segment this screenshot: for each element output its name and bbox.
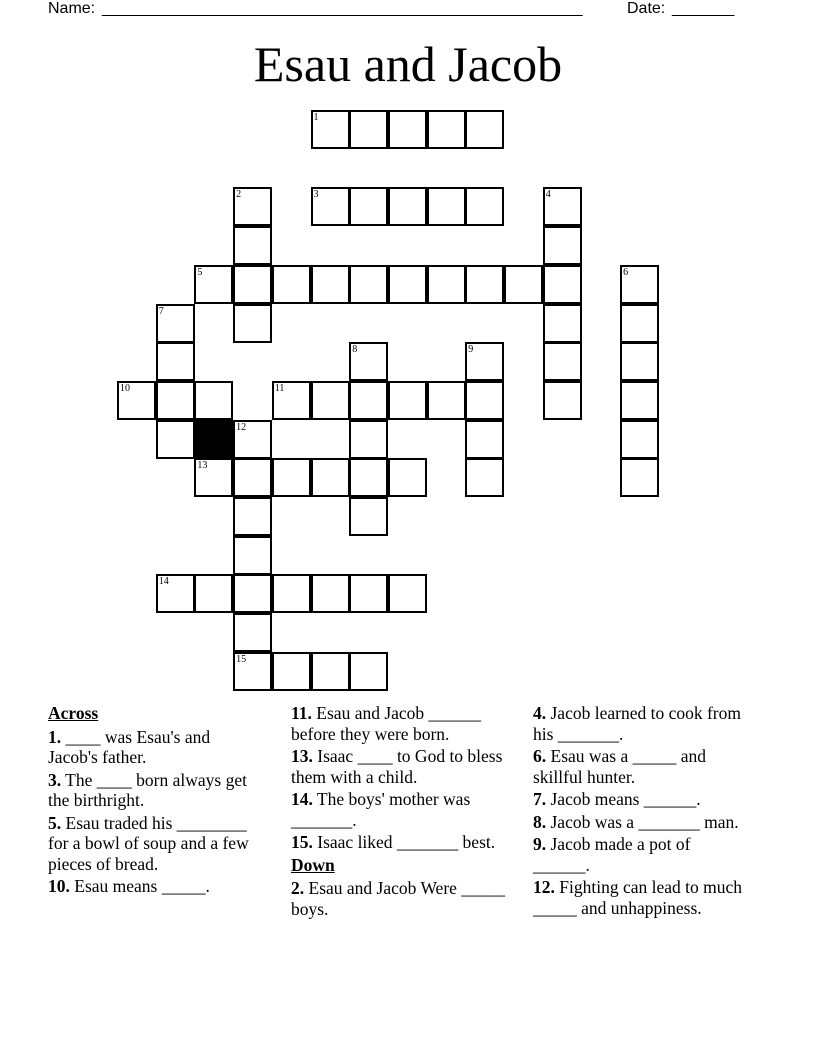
grid-cell[interactable] — [272, 458, 311, 497]
grid-cell[interactable] — [272, 574, 311, 613]
clue-text: Jacob learned to cook from his _______. — [533, 703, 741, 744]
clue-number: 10 — [120, 382, 130, 394]
grid-cell[interactable] — [311, 381, 350, 420]
grid-cell[interactable] — [156, 420, 195, 459]
grid-cell[interactable] — [427, 265, 466, 304]
grid-cell[interactable] — [349, 497, 388, 536]
clue-number-label: 11. — [291, 703, 312, 723]
clue-text: Jacob was a _______ man. — [546, 811, 739, 832]
clue-number: 8 — [352, 344, 358, 356]
grid-cell[interactable] — [194, 381, 233, 420]
clue-number-label: 9. — [533, 834, 547, 854]
grid-cell[interactable] — [620, 265, 659, 304]
down-heading: Down — [291, 854, 335, 875]
grid-cell[interactable] — [311, 110, 350, 149]
grid-cell[interactable] — [504, 265, 543, 304]
grid-cell[interactable] — [194, 265, 233, 304]
clue-number-label: 13. — [291, 746, 313, 766]
clue-number-label: 7. — [533, 789, 547, 809]
name-label: Name: — [48, 0, 96, 17]
grid-cell[interactable] — [543, 381, 582, 420]
grid-cell[interactable] — [156, 381, 195, 420]
grid-cell[interactable] — [465, 342, 504, 381]
grid-cell[interactable] — [349, 458, 388, 497]
grid-cell[interactable] — [233, 304, 272, 343]
grid-cell[interactable] — [349, 187, 388, 226]
clue-number: 7 — [158, 305, 164, 317]
grid-cell[interactable] — [465, 381, 504, 420]
clue-number-label: 15. — [291, 832, 313, 852]
clue-text: Esau was a _____ and skillful hunter. — [533, 746, 707, 787]
clue — [533, 812, 749, 833]
grid-cell[interactable] — [388, 381, 427, 420]
clue — [291, 746, 507, 787]
clue-number: 3 — [313, 189, 319, 201]
clue-number: 11 — [274, 382, 285, 394]
clues-column-3 — [533, 703, 749, 920]
grid-cell[interactable] — [349, 574, 388, 613]
grid-cell[interactable] — [349, 110, 388, 149]
grid-cell[interactable] — [388, 265, 427, 304]
clue-text: Isaac liked _______ best. — [312, 832, 496, 852]
grid-cell[interactable] — [233, 420, 272, 459]
clue-number-label: 12. — [533, 877, 555, 897]
clue — [533, 877, 749, 918]
grid-cell[interactable] — [233, 652, 272, 691]
grid-cell[interactable] — [427, 381, 466, 420]
clue — [533, 834, 749, 875]
grid-cell[interactable] — [311, 574, 350, 613]
clue-number-label: 8. — [533, 811, 547, 832]
clue-number: 12 — [236, 421, 247, 433]
clues-column-1 — [48, 703, 264, 899]
clue-text: Fighting can lead to much _____ and unhappiness. — [533, 877, 742, 918]
grid-cell[interactable] — [194, 458, 233, 497]
grid-cell[interactable] — [388, 458, 427, 497]
grid-cell[interactable] — [272, 265, 311, 304]
grid-cell[interactable] — [233, 497, 272, 536]
clue-text: Esau and Jacob Were _____ boys. — [291, 878, 506, 919]
clue — [291, 878, 507, 919]
grid-cell[interactable] — [427, 187, 466, 226]
clue — [291, 789, 507, 830]
grid-cell[interactable] — [388, 574, 427, 613]
black-cell — [194, 420, 233, 459]
clue-number-label: 3. — [48, 769, 62, 790]
clue-number: 6 — [623, 266, 629, 278]
grid-cell[interactable] — [349, 342, 388, 381]
grid-cell[interactable] — [543, 187, 582, 226]
date-label: Date: — [627, 0, 666, 17]
grid-cell[interactable] — [233, 574, 272, 613]
puzzle-title: Esau and Jacob — [253, 36, 563, 92]
grid-cell[interactable] — [543, 265, 582, 304]
grid-cell[interactable] — [117, 381, 156, 420]
grid-cell[interactable] — [620, 342, 659, 381]
clue — [48, 727, 264, 768]
grid-cell[interactable] — [388, 110, 427, 149]
grid-cell[interactable] — [233, 536, 272, 575]
clue-number-label: 2. — [291, 878, 305, 898]
grid-cell[interactable] — [311, 265, 350, 304]
clue-number-label: 14. — [291, 789, 313, 809]
clue-text: Jacob made a pot of ______. — [533, 834, 691, 875]
clue — [48, 876, 264, 897]
clue — [291, 832, 507, 853]
across-heading: Across — [48, 703, 99, 723]
grid-cell[interactable] — [311, 458, 350, 497]
grid-cell[interactable] — [465, 110, 504, 149]
clue — [533, 703, 749, 744]
grid-cell[interactable] — [465, 265, 504, 304]
grid-cell[interactable] — [543, 304, 582, 343]
clue — [48, 813, 264, 875]
clue-number: 4 — [545, 189, 551, 201]
grid-cell[interactable] — [465, 187, 504, 226]
clue-text: ____ was Esau's and Jacob's father. — [48, 726, 211, 767]
clue-number: 2 — [236, 189, 242, 201]
grid-cell[interactable] — [465, 420, 504, 459]
grid-cell[interactable] — [349, 381, 388, 420]
clue-number: 14 — [158, 576, 169, 588]
clue — [48, 770, 264, 811]
clue — [291, 703, 507, 744]
grid-cell[interactable] — [311, 652, 350, 691]
clue-number-label: 10. — [48, 876, 70, 896]
grid-cell[interactable] — [427, 110, 466, 149]
grid-cell[interactable] — [465, 458, 504, 497]
grid-cell[interactable] — [156, 304, 195, 343]
grid-cell[interactable] — [620, 458, 659, 497]
grid-cell[interactable] — [620, 381, 659, 420]
grid-cell[interactable] — [233, 226, 272, 265]
grid-cell[interactable] — [543, 226, 582, 265]
clue-text: Esau means _____. — [69, 876, 210, 896]
clue-number: 15 — [236, 653, 247, 665]
grid-cell[interactable] — [272, 381, 311, 420]
clue-number-label: 4. — [533, 703, 547, 723]
clue-text: Esau and Jacob ______ before they were born. — [291, 703, 482, 744]
name-field-line[interactable]: ______________________________________________________ — [102, 0, 583, 17]
date-field-line[interactable]: _______ — [672, 0, 735, 17]
clue-number-label: 5. — [48, 812, 62, 833]
clue-number: 13 — [197, 460, 208, 472]
clue-text: Jacob means ______. — [546, 789, 701, 809]
grid-cell[interactable] — [388, 187, 427, 226]
clue-number-label: 1. — [48, 726, 62, 747]
grid-cell[interactable] — [620, 420, 659, 459]
clue-text: The ____ born always get the birthright. — [48, 769, 247, 810]
grid-cell[interactable] — [233, 265, 272, 304]
clue-number-label: 6. — [533, 746, 547, 766]
clue — [533, 746, 749, 787]
clue-text: The boys' mother was _______. — [291, 789, 471, 830]
grid-cell[interactable] — [311, 187, 350, 226]
grid-cell[interactable] — [272, 652, 311, 691]
clue-number: 1 — [313, 112, 319, 123]
clue-text: Isaac ____ to God to bless them with a child. — [291, 746, 503, 787]
clues-column-2 — [291, 703, 507, 921]
grid-cell[interactable] — [233, 613, 272, 652]
grid-cell[interactable] — [620, 304, 659, 343]
clue-text: Esau traded his ________ for a bowl of soup and a few pieces of bread. — [48, 812, 249, 874]
grid-cell[interactable] — [194, 574, 233, 613]
clue — [533, 789, 749, 810]
grid-cell[interactable] — [543, 342, 582, 381]
grid-cell[interactable] — [349, 420, 388, 459]
clue-number: 9 — [468, 344, 474, 356]
grid-cell[interactable] — [156, 342, 195, 381]
grid-cell[interactable] — [349, 265, 388, 304]
grid-cell[interactable] — [233, 187, 272, 226]
grid-cell[interactable] — [349, 652, 388, 691]
grid-cell[interactable] — [156, 574, 195, 613]
grid-cell[interactable] — [233, 458, 272, 497]
clue-number: 5 — [197, 266, 203, 278]
